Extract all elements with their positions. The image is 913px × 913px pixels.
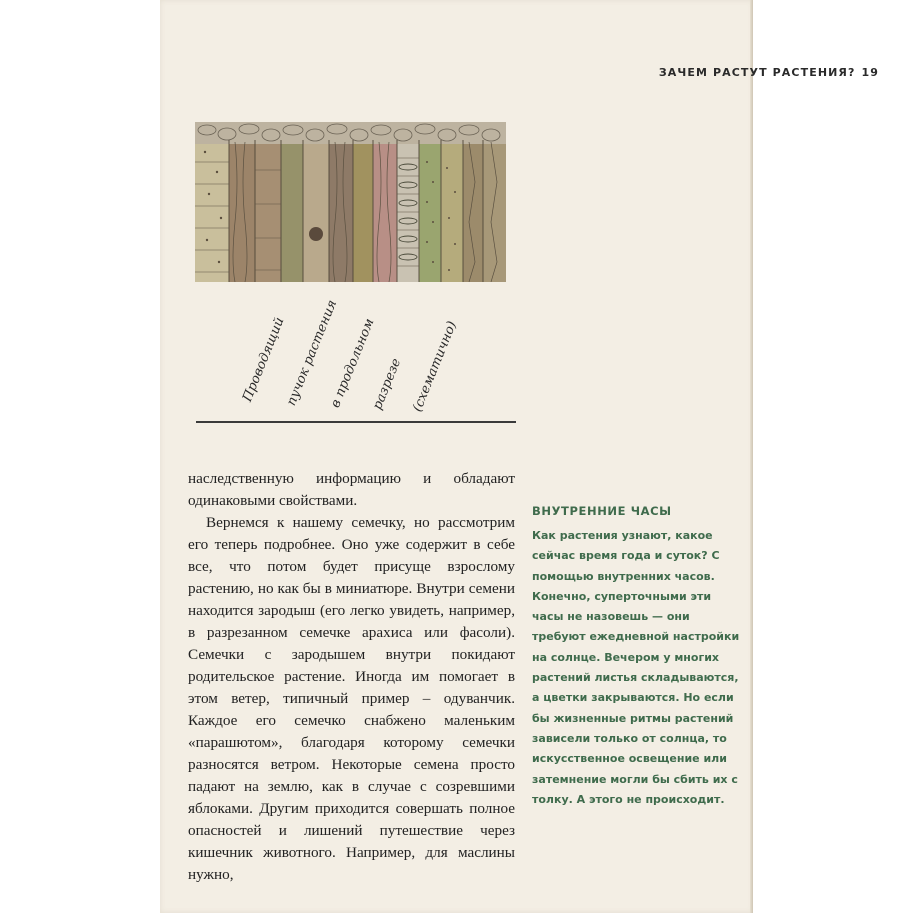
caption-word: разрезе [370, 356, 405, 412]
main-body-text [188, 468, 515, 886]
vascular-bundle-illustration [195, 122, 506, 282]
caption-word: Проводящий [240, 315, 288, 404]
running-head-title: ЗАЧЕМ РАСТУТ РАСТЕНИЯ? [658, 66, 856, 79]
sidebar-title: ВНУТРЕННИЕ ЧАСЫ [532, 504, 672, 518]
running-head [659, 66, 879, 79]
page-edge [750, 0, 753, 913]
illustration-svg [195, 122, 506, 282]
sidebar-text: Как растения узнают, какое сейчас время года и суток? С помощью внутренних часов. Конечно, суперточными эти часы не назовешь — они требуют ежедневной настройки на солнце. Вечером у многих растений листья складываются, а цветки закрываются. Но если бы жизненные ритмы растений зависели только от солнца, то искусственное освещение или затемнение могли бы сбить их с толку. А этого не происходит. [532, 529, 740, 806]
caption-word: (схематично) [410, 319, 461, 414]
body-paragraph: наследственную информацию и обладают одинаковыми свойствами. [188, 470, 515, 509]
figure-caption [196, 283, 516, 425]
caption-word: в продольном [328, 316, 378, 410]
sidebar-box [532, 504, 742, 810]
caption-baseline-rule [196, 421, 516, 423]
body-paragraph: Вернемся к нашему семечку, но рассмотрим его теперь подробнее. Оно уже содержит в себе все, что потом будет присуще взрослому растению, но как бы в миниатюре. Внутри семени находится зародыш (его легко увидеть, например, в разрезанном семечке арахиса или фасоли). Семечки с зародышем внутри покидают родительское растение. Иногда им помогает в этом ветер, типичный пример – одуванчик. Каждое его семечко снабжено маленьким «парашютом», благодаря которому семечки разносятся ветром. Некоторые семена просто падают на землю, как в случае с созревшими яблоками. Другим приходится совершать полное опасностей и лишений путешествие через кишечник животного. Например, для маслины нужно, [188, 514, 515, 883]
caption-word: пучок растения [284, 297, 341, 408]
page-number: 19 [861, 66, 879, 79]
